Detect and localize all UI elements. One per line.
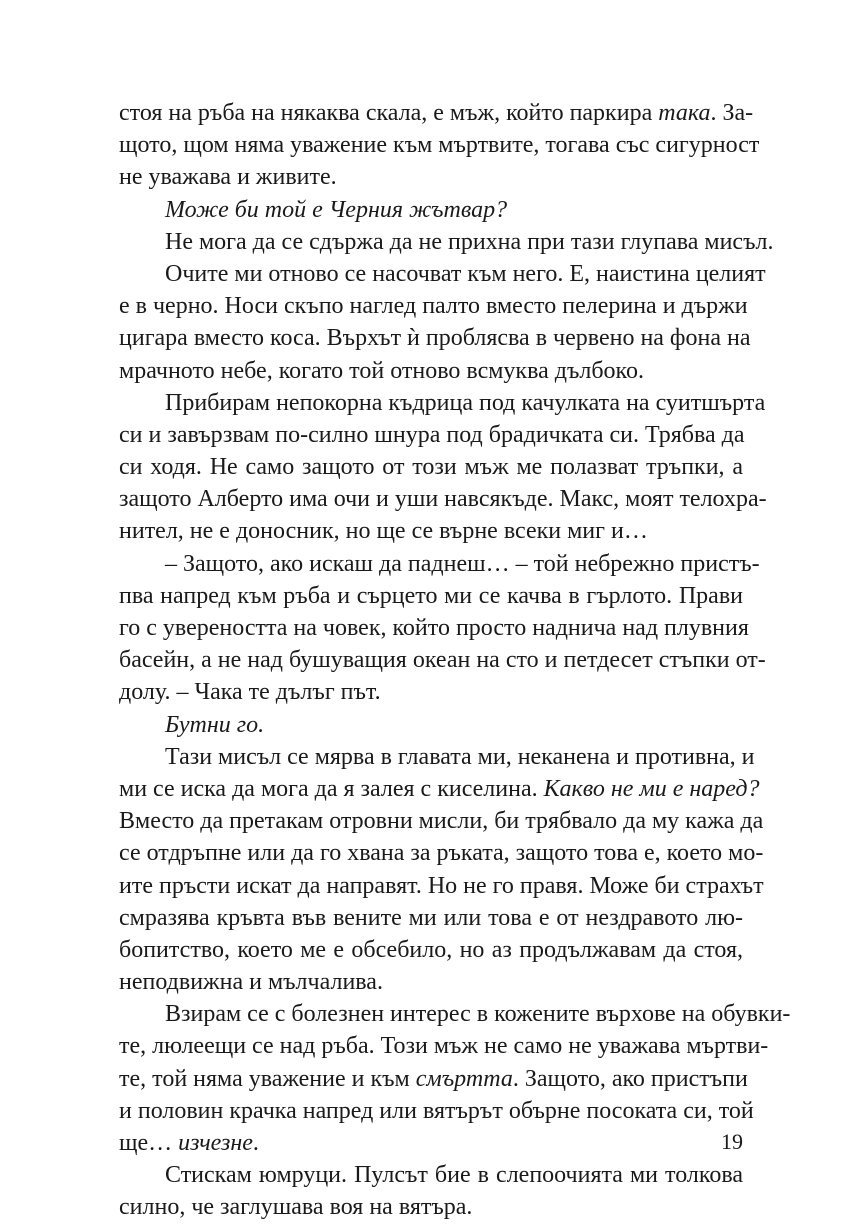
text-segment: щото, щом няма уважение към мъртвите, тогава със сигурност xyxy=(119,132,760,159)
text-line xyxy=(119,194,743,226)
text-segment: Вместо да претакам отровни мисли, би трябвало да му кажа да xyxy=(119,808,764,835)
text-segment: ми се иска да мога да я залея с киселина. xyxy=(119,775,544,802)
text-line xyxy=(119,1191,743,1223)
text-line xyxy=(119,129,760,161)
italic-text: Може би той е Черния жътвар? xyxy=(165,196,508,223)
text-line xyxy=(119,161,743,193)
text-line xyxy=(119,1030,769,1062)
text-line xyxy=(119,805,764,837)
text-line xyxy=(119,966,743,998)
text-line xyxy=(119,612,749,644)
text-segment: силно, че заглушава воя на вятъра. xyxy=(119,1194,473,1221)
text-segment: си ходя. Не само защото от този мъж ме полазват тръпки, а xyxy=(119,454,743,481)
text-line xyxy=(119,1095,754,1127)
text-segment: се отдръпне или да го хвана за ръката, защото това е, което мо- xyxy=(119,840,764,867)
text-line xyxy=(119,709,743,741)
text-line xyxy=(119,290,748,322)
text-segment: цигара вместо коса. Върхът ѝ проблясва в червено на фона на xyxy=(119,325,751,352)
text-line xyxy=(119,934,743,966)
text-line xyxy=(119,387,766,419)
text-segment: смразява кръвта във вените ми или това е от нездравото лю- xyxy=(119,904,743,931)
text-line xyxy=(119,773,760,805)
text-segment: . Защото, ако пристъпи xyxy=(512,1065,748,1092)
text-line xyxy=(119,322,751,354)
text-segment: е в черно. Носи скъпо наглед палто вместо пелерина и държи xyxy=(119,293,748,320)
text-segment: Не мога да се сдържа да не прихна при тази глупава мисъл. xyxy=(165,228,774,255)
text-segment: Взирам се с болезнен интерес в кожените върхове на обувки- xyxy=(165,1001,791,1028)
text-segment: пва напред към ръба и сърцето ми се качва в гърлото. Прави xyxy=(119,582,743,609)
text-segment: не уважава и живите. xyxy=(119,164,337,191)
text-segment: те, люлеещи се над ръба. Този мъж не само не уважава мъртви- xyxy=(119,1033,769,1060)
text-line xyxy=(119,258,766,290)
body-text xyxy=(119,97,791,1224)
text-segment: Прибирам непокорна къдрица под качулката на суитшърта xyxy=(165,389,766,416)
text-segment: Очите ми отново се насочват към него. Е, наистина целият xyxy=(165,260,766,287)
text-line xyxy=(119,483,767,515)
text-segment: го с увереността на човек, който просто надничa над плувния xyxy=(119,615,749,641)
text-line xyxy=(119,902,743,934)
text-segment: . За- xyxy=(710,100,754,126)
text-segment: и половин крачка напред или вятърът обърне посоката си, той xyxy=(119,1097,754,1124)
text-line xyxy=(119,1127,743,1159)
text-line xyxy=(119,870,764,902)
italic-text: изчезне xyxy=(178,1130,253,1156)
text-line xyxy=(119,837,764,869)
text-line xyxy=(119,355,743,387)
text-line xyxy=(119,676,743,708)
text-line xyxy=(119,998,791,1030)
text-segment: ите пръсти искат да направят. Но не го правя. Може би страхът xyxy=(119,872,764,899)
text-line xyxy=(119,226,774,258)
page-number: 19 xyxy=(721,1129,743,1154)
text-line xyxy=(119,1159,743,1191)
italic-text: Какво не ми е наред? xyxy=(543,775,760,802)
text-segment: мрачното небе, когато той отново всмуква дълбоко. xyxy=(119,357,644,384)
italic-text: Бутни го. xyxy=(165,711,265,738)
text-line xyxy=(119,1063,748,1095)
text-segment: Стискам юмруци. Пулсът бие в слепоочията ми толкова xyxy=(165,1162,743,1189)
italic-text: така xyxy=(658,100,711,126)
text-segment: – Защото, ако искаш да паднеш… – той небрежно пристъ- xyxy=(165,550,760,577)
text-segment: Тази мисъл се мярва в главата ми, неканена и противна, и xyxy=(165,743,755,770)
text-line xyxy=(119,97,754,129)
text-segment: защото Алберто има очи и уши навсякъде. Макс, моят телохра- xyxy=(119,486,767,513)
text-segment: стоя на ръба на някаква скала, е мъж, който паркира xyxy=(119,100,659,126)
text-line xyxy=(119,515,743,547)
text-line xyxy=(119,548,760,580)
text-line xyxy=(119,419,743,451)
text-line xyxy=(119,451,743,483)
text-line xyxy=(119,644,766,676)
text-line xyxy=(119,741,755,773)
text-segment: . xyxy=(252,1130,259,1156)
italic-text: смъртта xyxy=(415,1065,513,1092)
text-line xyxy=(119,580,743,612)
text-segment: си и завързвам по-силно шнура под брадичката си. Трябва да xyxy=(119,421,745,448)
text-segment: ще… xyxy=(119,1130,179,1156)
text-segment: неподвижна и мълчалива. xyxy=(119,969,383,996)
text-segment: басейн, а не над бушуващия океан на сто и петдесет стъпки от- xyxy=(119,647,766,674)
text-segment: бопитство, което ме е обсебило, но аз продължавам да стоя, xyxy=(119,936,743,963)
text-segment: те, той няма уважение и към xyxy=(119,1065,416,1092)
text-segment: долу. – Чака те дълъг път. xyxy=(119,679,381,706)
text-segment: нител, не е доносник, но ще се върне всеки миг и… xyxy=(119,518,648,545)
